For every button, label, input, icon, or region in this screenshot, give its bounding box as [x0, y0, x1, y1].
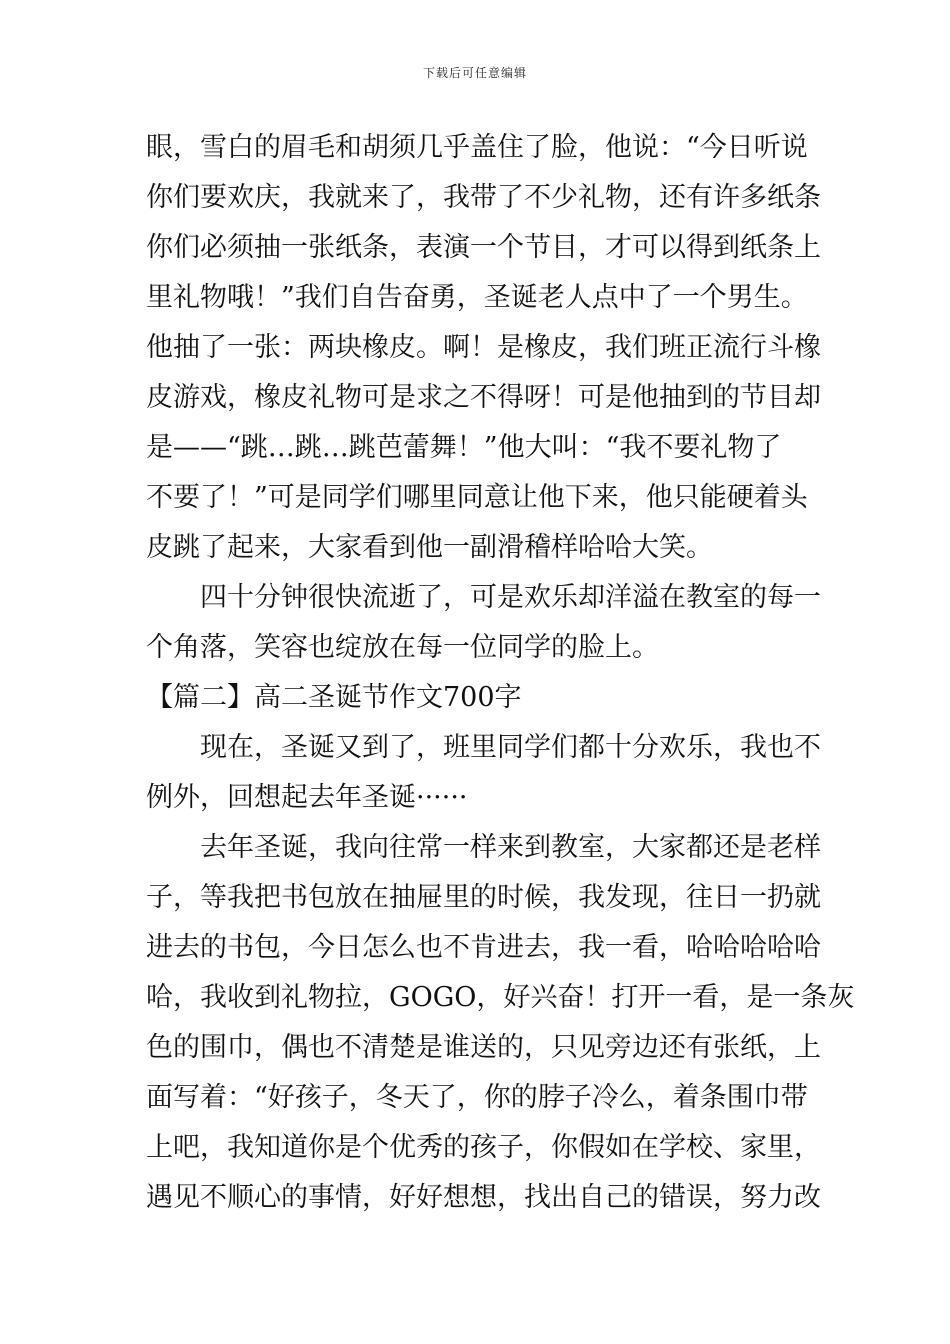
text-line: 个角落，笑容也绽放在每一位同学的脸上。: [146, 632, 659, 663]
text-line: 遇见不顺心的事情，好好想想，找出自己的错误，努力改: [146, 1182, 821, 1213]
text-line: 不要了！”可是同学们哪里同意让他下来，他只能硬着头: [146, 482, 808, 513]
text-line: 子，等我把书包放在抽屉里的时候，我发现，往日一扔就: [146, 882, 821, 913]
paragraph-start-line: 去年圣诞，我向往常一样来到教室，大家都还是老样: [200, 832, 821, 863]
text-line: 他抽了一张：两块橡皮。啊！是橡皮，我们班正流行斗橡: [146, 332, 821, 363]
paragraph-start-line: 四十分钟很快流逝了，可是欢乐却洋溢在教室的每一: [200, 582, 821, 613]
paragraph-start-line: 现在，圣诞又到了，班里同学们都十分欢乐，我也不: [200, 732, 821, 763]
text-line: 你们必须抽一张纸条，表演一个节目，才可以得到纸条上: [146, 232, 821, 263]
text-line: 进去的书包，今日怎么也不肯进去，我一看，哈哈哈哈哈: [146, 932, 821, 963]
document-body: [146, 123, 855, 1223]
text-line: 你们要欢庆，我就来了，我带了不少礼物，还有许多纸条: [146, 182, 821, 213]
text-line: 里礼物哦！”我们自告奋勇，圣诞老人点中了一个男生。: [146, 282, 808, 313]
text-line: 哈，我收到礼物拉，GOGO，好兴奋！打开一看，是一条灰: [146, 982, 855, 1013]
text-line: 皮游戏，橡皮礼物可是求之不得呀！可是他抽到的节目却: [146, 382, 821, 413]
text-line: 皮跳了起来，大家看到他一副滑稽样哈哈大笑。: [146, 532, 713, 563]
text-line: 面写着：“好孩子，冬天了，你的脖子冷么，着条围巾带: [146, 1082, 808, 1113]
text-line: 例外，回想起去年圣诞······: [146, 782, 468, 813]
text-line: 上吧，我知道你是个优秀的孩子，你假如在学校、家里，: [146, 1132, 821, 1163]
section-heading: 【篇二】高二圣诞节作文700字: [146, 682, 522, 713]
text-line: 是——“跳…跳…跳芭蕾舞！”他大叫：“我不要礼物了: [146, 432, 782, 463]
text-line: 色的围巾，偶也不清楚是谁送的，只见旁边还有张纸，上: [146, 1032, 821, 1063]
text-line: 眼，雪白的眉毛和胡须几乎盖住了脸，他说：“今日听说: [146, 132, 808, 163]
page-header: 下载后可任意编辑: [422, 66, 527, 80]
